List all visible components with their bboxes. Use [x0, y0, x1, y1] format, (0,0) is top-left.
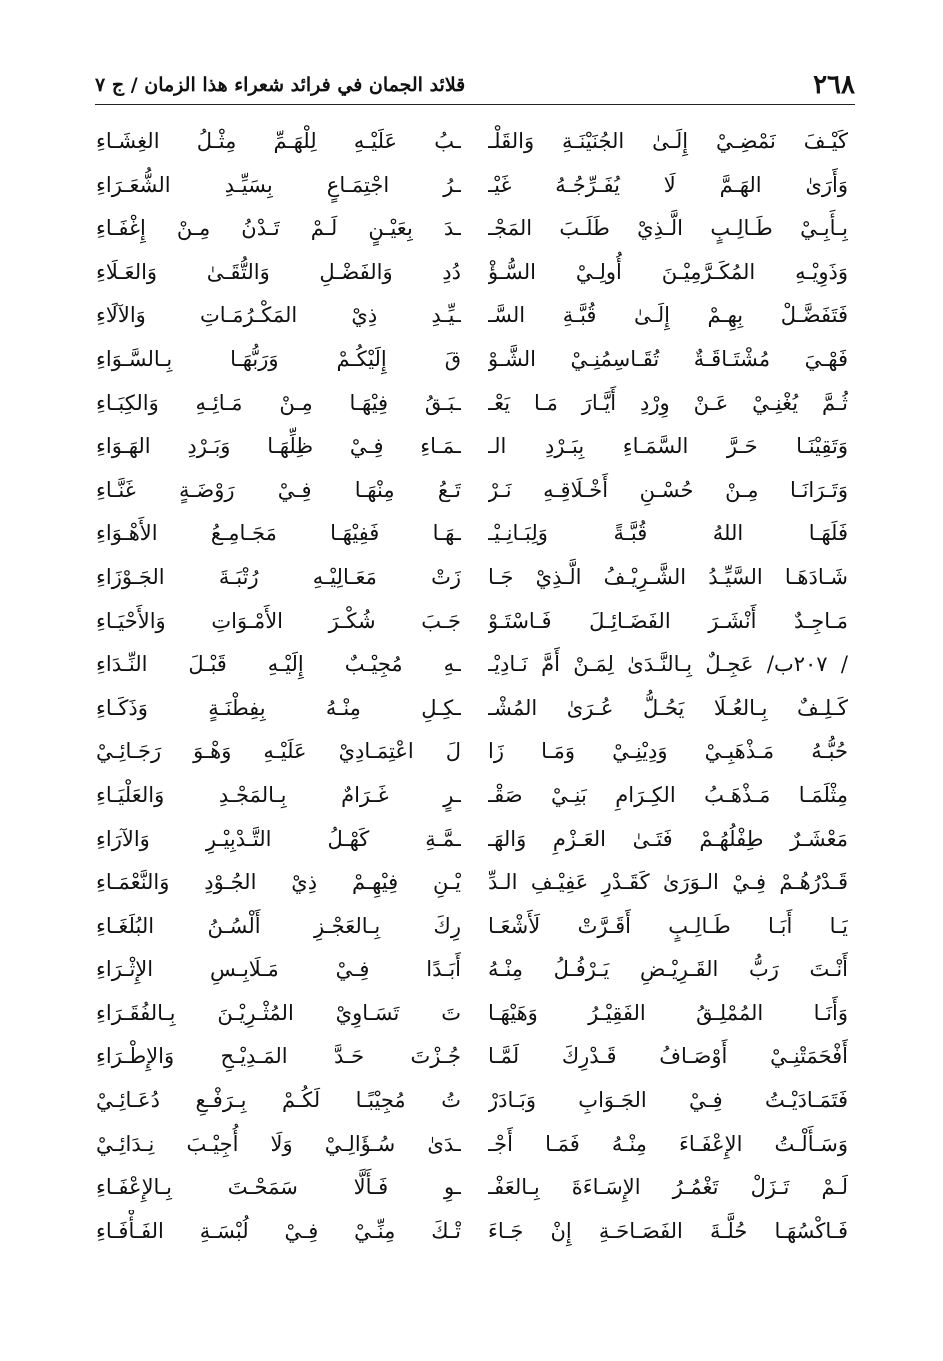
verse-line: وَأَرَىٰ الهَـمَّ لَا يُفَـرِّجُـهُ غَيْـ [488, 172, 848, 197]
verse-line: وَأَنَـا المُمْلِـقُ الفَقِيْـرُ وَهَيْهَـا [488, 1000, 848, 1025]
verse-line: فَـاكْسُهَـا حُلَّـةَ الفَصَـاحَـةِ إِنْ جَـاءَ [488, 1218, 848, 1243]
verse-line: فَلَهَـا اللهُ قُبَّـةً وَلِبَـانِـيْـ [488, 521, 848, 546]
verse-second-hemistich-column [96, 120, 461, 1300]
verse-line: كَـلِـفٌ بِـالعُـلَا يَحُـلُّ عُـرَىٰ المُشْـ [488, 695, 848, 720]
page-header [95, 68, 855, 102]
verse-line: يْـنِ فِيْهِـمْ ذِيْ الجُـوْدِ وَالنَّعْمَـاءِ [96, 870, 461, 895]
running-title: قلائد الجمان في فرائد شعراء هذا الزمان / ج ٧ [95, 74, 466, 96]
header-rule [95, 104, 855, 105]
verse-line: دُدِ وَالفَضْـلِ وَالتُّقَـىٰ وَالعَـلَاءِ [96, 259, 461, 284]
verse-line: تْـكَ مِنِّـيْ فِـيْ لُبْسَـةِ الفَـأْفَـاءِ [96, 1218, 461, 1243]
verse-line: وَذَوِيْـهِ المُكَـرَّمِيْـنَ أُولِـيْ السُّـؤْ [488, 259, 848, 284]
verse-line: رِكَ بِـالعَجْـزِ أَلْسُـنُ البُلَغَـاءِ [96, 913, 461, 938]
verse-line: لَ اعْتِمَـادِيْ عَلَيْـهِ وَهْـوَ رَجَـائِـيْ [96, 739, 461, 764]
verse-line: أَنْـتَ رَبُّ القَـرِيْـضِ يَـرْفُـلُ مِنْـهُ [488, 957, 848, 982]
verse-line: ـمَـاءِ فِـيْ ظِلِّهَـا وَبَـرْدِ الهَـوَاءِ [96, 434, 461, 459]
verse-line: يَـا أَبَـا طَـالِـبٍ أَقَـرَّتْ لَأَشْعَـا [488, 913, 848, 938]
verse-line: تَ تَسَـاوِيْ المُثْـرِيْـنَ بِـالفُقَـرَاءِ [96, 1000, 461, 1025]
verse-line: ـدَىٰ سُـؤَالِـيْ وَلَا أُجِيْـبَ نِـدَائِـيْ [96, 1131, 461, 1156]
verse-line: ثُـمَّ يُغْنِـيْ عَـنْ وِرْدِ أَيَّـارَ مَـا يَعْـ [488, 390, 848, 415]
verse-line: ـبَـقُ فِيْهَـا مِـنْ مَـائِـهِ وَالكِبَـاءِ [96, 390, 461, 415]
verse-line: مَـاجِـدٌ أَنْشَـرَ الفَضَـائِـلَ فَـاسْتَـوْ [488, 608, 848, 633]
verse-line: تَـعُ مِنْهَـا فِـيْ رَوْضَـةٍ غَنَّـاءِ [96, 477, 461, 502]
verse-line: ـهِ مُجِيْـبٌ إِلَيْـهِ قَبْـلَ النِّـدَاءِ [96, 652, 461, 677]
verse-line: مِثْلَمَـا مَـذْهَـبُ الكِـرَامِ بَنِـيْ صَقْـ [488, 782, 848, 807]
verse-line: ـرٍ غَـرَامٌ بِـالمَجْـدِ وَالعَلْيَـاءِ [96, 782, 461, 807]
verse-line: شَـادَهَـا السَّيِّـدُ الشَّـرِيْـفُ الَّـذِيْ جَـا [488, 564, 848, 589]
verse-line: جَـبَ شُكْـرَ الأَمْـوَاتِ وَالأَحْيَـاءِ [96, 608, 461, 633]
verse-line: ـدَ بِعَيْـنٍ لَـمْ تَـدْنُ مِـنْ إِغْفَـاءِ [96, 216, 461, 241]
verse-line: ـيِّـدِ ذِيْ المَكْـرُمَـاتِ وَالآلَاءِ [96, 303, 461, 328]
verse-line: مَعْشَـرٌ طِفْلُهُـمْ فَتَـىٰ العَـزْمِ وَالهَـ [488, 826, 848, 851]
verse-line: لَـمْ تَـزَلْ تَغْمُـرُ الإِسَـاءَةَ بِـالعَفْـ [488, 1175, 848, 1200]
page-number: ٢٦٨ [813, 70, 855, 100]
verse-line: بِـأَبِـيْ طَـالِـبٍ الَّـذِيْ طَلَـبَ المَجْـ [488, 216, 848, 241]
verse-line: جُـزْتَ حَـدَّ المَـدِيْـحِ وَالإِطْـرَاءِ [96, 1044, 461, 1069]
verse-line: ـكِـلِ مِنْـهُ بِفِطْنَـةٍ وَذَكَـاءِ [96, 695, 461, 720]
verse-line: وَسَـأَلْـتُ الإِعْفَـاءَ مِنْـهُ فَمَـا أَجْـ [488, 1131, 848, 1156]
verse-line: ـرُ اجْتِمَـاعٍ بِسَيِّـدِ الشُّعَـرَاءِ [96, 172, 461, 197]
verse-line: فَتَمَـادَيْـتُ فِـيْ الجَـوَابِ وَبَـادَرْ [488, 1088, 848, 1113]
verse-line: فَهْـيَ مُشْتَـاقَـةٌ تُقَـاسِمُنِـيْ الشَّـوْ [488, 346, 848, 371]
verse-line: ـهَـا فَفِيْهَـا مَجَـامِـعُ الأَهْـوَاءِ [96, 521, 461, 546]
verse-line: أَبَـدًا فِـيْ مَـلَابِـسِ الإِثْـرَاءِ [96, 957, 461, 982]
verse-line: وَتَقِيْنَـا حَـرَّ السَّمَـاءِ بِبَـرْدِ الـ [488, 434, 848, 459]
verse-line: ـبُ عَلَيْـهِ لِلْهَـمِّ مِثْـلُ الغِشَـاءِ [96, 129, 461, 153]
verse-line: زَتْ مَعَـالِيْـهِ رُتْبَـةَ الجَـوْزَاءِ [96, 564, 461, 589]
verse-line: وَتَـرَانَـا مِـنْ حُسْـنِ أَخْـلَاقِـهِ نَـرْ [488, 477, 848, 502]
verse-line: فَتَفَضَّـلْ بِهِـمْ إِلَـىٰ قُبَّـةِ السَّـ [488, 303, 848, 328]
verse-line: / ٢٠٧ب/ عَجِـلٌ بِـالنَّـدَىٰ لِمَـنْ أَمَّ نَـادِيْـ [488, 652, 848, 677]
verse-line: كَيْـفَ نَمْضِـيْ إِلَـىٰ الجُنَيْنَـةِ وَالقَلْـ [488, 129, 848, 153]
verse-line: قَ إِلَيْكُـمْ وَرَبُّهَـا بِـالسَّـوَاءِ [96, 346, 461, 371]
verse-line: ـمَّـةِ كَهْـلُ التَّـدْبِيْـرِ وَالآرَاءِ [96, 826, 461, 851]
verse-first-hemistich-column [488, 120, 848, 1300]
verse-line: حُبُّـهُ مَـذْهَبِـيْ وَدِيْنِـيْ وَمَـا زَا [488, 739, 848, 764]
verse-line: ـوِ فَـأَلَّا سَمَحْـتَ بِـالإِعْفَـاءِ [96, 1175, 461, 1200]
verse-line: أَفْحَمَتْنِـيْ أَوْصَـافُ قَـدْرِكَ لَمَّـا [488, 1044, 848, 1069]
verse-line: تُ مُجِيْبًـا لَكُـمْ بِـرَفْـعِ دُعَـائِـيْ [96, 1088, 461, 1113]
verse-line: قَـدْرُهُـمْ فِـيْ الـوَرَىٰ كَقَـدْرِ عَفِيْـفِ الـدِّ [488, 870, 848, 895]
